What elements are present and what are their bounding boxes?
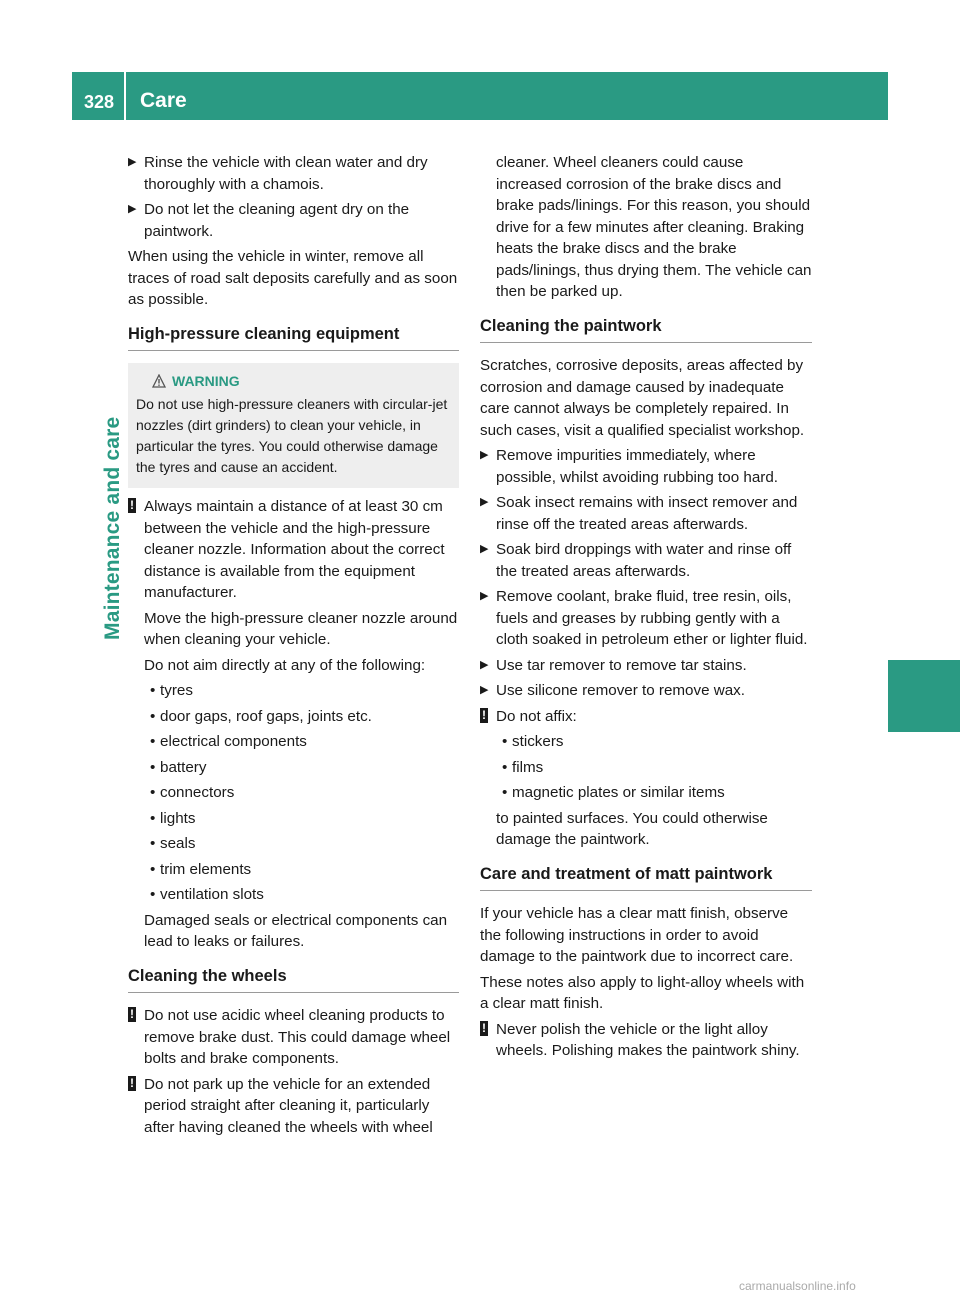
warning-text: Do not use high-pressure cleaners with circular-jet nozzles (dirt grinders) to clean your vehicle, in particular the tyres. You could otherwise damage the tyres and cause an accident. [136,396,448,475]
watermark-link[interactable]: carmanualsonline.info [739,1279,856,1293]
instruction-step: ▶ Use tar remover to remove tar stains. [480,655,812,677]
instruction-step: ▶ Remove impurities immediately, where possible, whilst avoiding rubbing too hard. [480,447,778,486]
step-arrow-icon: ▶ [480,449,489,461]
list-item: • ventilation slots [150,886,264,903]
list-item: • magnetic plates or similar items [502,784,725,801]
note-distance: ! Always maintain a distance of at least 30 cm between the vehicle and the high-pressure cleaner nozzle. Information about the correct distance is available from the equipment manufacturer. Move the high-pressure cleaner nozzle around when cleaning your vehicle. Do not aim directly at any of the following: • tyres • door gaps, roof gaps, joints etc. • electrical components • battery • connectors • lights • seals • trim elements • ventilation slots Damaged seals or electrical components can lead to leaks or failures. [130,498,458,950]
exclamation-icon: ! [482,707,486,722]
heading-matt-paintwork: Care and treatment of matt paintwork [480,864,812,892]
list-item: • connectors [150,784,235,801]
side-tab-marker [888,660,960,732]
step-arrow-icon: ▶ [480,590,489,602]
heading-high-pressure: High-pressure cleaning equipment [128,324,459,352]
exclamation-icon: ! [482,1020,486,1035]
right-column [480,152,812,1066]
note-acidic: ! Do not use acidic wheel cleaning products to remove brake dust. This could damage wheel bolts and brake components. [130,1007,451,1067]
heading-wheels: Cleaning the wheels [128,966,459,994]
list-item: • seals [150,835,196,852]
section-title: Care [140,89,187,112]
exclamation-icon: ! [130,1007,134,1021]
list-item: • door gaps, roof gaps, joints etc. [150,707,372,725]
header-divider [124,72,126,120]
note-park-up: ! Do not park up the vehicle for an extended period straight after cleaning it, particularly after having cleaned the wheels with wheel [130,1075,433,1136]
matt-paragraph-2: These notes also apply to light-alloy wheels with a clear matt finish. [480,973,805,1012]
list-item: • films [502,758,544,776]
matt-paragraph-1: If your vehicle has a clear matt finish, observe the following instructions in order to avoid damage to the paintwork due to incorrect care. [480,905,794,965]
instruction-step: ▶ Soak insect remains with insect remover and rinse off the treated areas afterwards. [480,494,798,533]
step-arrow-icon: ▶ [480,543,489,555]
instruction-step: ▶ Remove coolant, brake fluid, tree resin, oils, fuels and greases by rubbing gently with a cloth soaked in petroleum ether or lighter fluid. [480,588,808,648]
step-arrow-icon: ▶ [480,684,489,696]
page-number: 328 [84,92,115,112]
exclamation-icon: ! [130,498,134,512]
instruction-step: ▶ Rinse the vehicle with clean water and dry thoroughly with a chamois. [128,154,428,193]
warning-box [128,363,459,488]
instruction-step: ▶ Use silicone remover to remove wax. [480,680,812,702]
winter-paragraph: When using the vehicle in winter, remove all traces of road salt deposits carefully and as soon as possible. [128,248,458,308]
side-tab-label: Maintenance and care [101,416,124,640]
step-arrow-icon: ▶ [480,658,489,671]
list-item: • stickers [502,733,564,750]
note-do-not-affix: ! Do not affix: • stickers • films • magnetic plates or similar items to painted surfaces. You could otherwise damage the paintwork. [480,706,812,851]
list-item: • tyres [150,682,193,699]
warning-triangle-icon [152,374,166,388]
header-bar [72,72,888,120]
step-arrow-icon: ▶ [128,203,137,215]
step-arrow-icon: ▶ [128,156,137,168]
instruction-step: ▶ Soak bird droppings with water and rinse off the treated areas afterwards. [480,541,792,580]
warning-title: WARNING [152,371,451,392]
left-column [128,152,459,1142]
list-item: • electrical components [150,733,307,750]
step-arrow-icon: ▶ [480,496,489,508]
exclamation-icon: ! [130,1075,134,1090]
instruction-step: ▶ Do not let the cleaning agent dry on the paintwork. [128,201,410,240]
heading-paintwork: Cleaning the paintwork [480,316,812,344]
note-continuation: cleaner. Wheel cleaners could cause increased corrosion of the brake discs and brake pads/linings. For this reason, you should drive for a few minutes after cleaning. Braking heats the brake discs and the brake pads/linings, thus drying them. The vehicle can then be parked up. [496,154,812,300]
list-item: • trim elements [150,860,252,878]
list-item: • lights [150,809,196,827]
paintwork-paragraph: Scratches, corrosive deposits, areas affected by corrosion and damage caused by inadequate care cannot always be completely repaired. In such cases, visit a qualified specialist workshop. [480,357,805,439]
list-item: • battery [150,758,207,776]
note-never-polish: ! Never polish the vehicle or the light alloy wheels. Polishing makes the paintwork shiny. [482,1020,800,1059]
